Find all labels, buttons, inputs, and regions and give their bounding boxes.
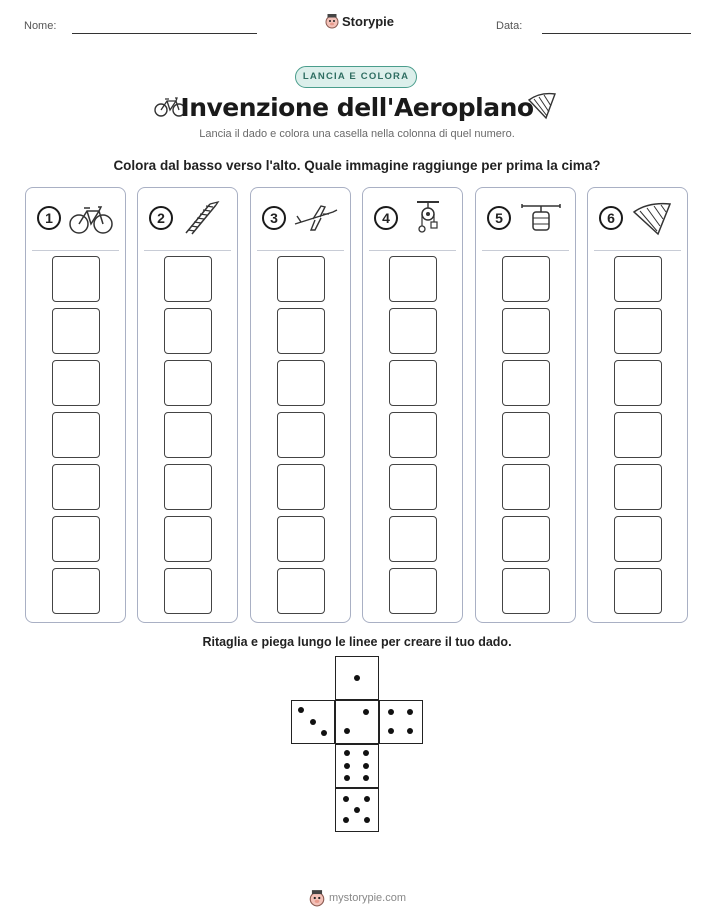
dice-pip — [343, 796, 349, 802]
column-number: 3 — [262, 206, 286, 230]
storypie-logo — [325, 13, 394, 29]
column-number: 5 — [487, 206, 511, 230]
footer-url: mystorypie.com — [329, 892, 407, 904]
color-box[interactable] — [614, 464, 662, 510]
color-box[interactable] — [614, 568, 662, 614]
color-box[interactable] — [52, 360, 100, 406]
column-divider — [257, 250, 344, 251]
column-2 — [137, 187, 238, 623]
name-line[interactable] — [72, 33, 257, 34]
cut-instruction: Ritaglia e piega lungo le linee per creare il tuo dado. — [202, 635, 512, 649]
date-line[interactable] — [542, 33, 691, 34]
dice-pip — [344, 763, 350, 769]
dice-pip — [354, 675, 360, 681]
pig-mascot-icon — [309, 889, 325, 907]
color-box[interactable] — [614, 360, 662, 406]
dice-pip — [344, 728, 350, 734]
footer — [309, 889, 406, 907]
dice-face-6 — [335, 744, 379, 788]
color-box[interactable] — [502, 464, 550, 510]
dice-pip — [363, 775, 369, 781]
color-box[interactable] — [389, 412, 437, 458]
column-divider — [144, 250, 231, 251]
color-box[interactable] — [52, 256, 100, 302]
bicycle-icon — [68, 200, 114, 236]
color-box[interactable] — [389, 568, 437, 614]
color-box[interactable] — [277, 360, 325, 406]
color-box[interactable] — [164, 464, 212, 510]
date-label: Data: — [496, 20, 523, 32]
column-number: 1 — [37, 206, 61, 230]
dice-face-2 — [335, 700, 379, 744]
dice-pip — [388, 709, 394, 715]
color-box[interactable] — [277, 308, 325, 354]
dice-face-1 — [335, 656, 379, 700]
pig-mascot-icon — [325, 13, 339, 29]
color-box[interactable] — [389, 464, 437, 510]
dice-pip — [343, 817, 349, 823]
color-box[interactable] — [614, 308, 662, 354]
dice-pip — [321, 730, 327, 736]
color-box[interactable] — [277, 464, 325, 510]
color-box[interactable] — [164, 516, 212, 562]
subtitle: Lancia il dado e colora una casella nella colonna di quel numero. — [199, 128, 515, 140]
color-box[interactable] — [502, 412, 550, 458]
column-1 — [25, 187, 126, 623]
dice-pip — [298, 707, 304, 713]
dice-pip — [407, 728, 413, 734]
color-box[interactable] — [614, 412, 662, 458]
color-box[interactable] — [389, 360, 437, 406]
color-box[interactable] — [52, 412, 100, 458]
dice-face-5 — [335, 788, 379, 832]
color-box[interactable] — [52, 568, 100, 614]
color-box[interactable] — [502, 360, 550, 406]
color-box[interactable] — [614, 256, 662, 302]
dice-pip — [354, 807, 360, 813]
hang-glider-wing-icon — [526, 90, 558, 122]
page-title: Invenzione dell'Aeroplano — [180, 93, 534, 122]
dice-pip — [310, 719, 316, 725]
column-6 — [587, 187, 688, 623]
color-box[interactable] — [277, 412, 325, 458]
column-3 — [250, 187, 351, 623]
pulley-icon — [405, 200, 451, 236]
color-box[interactable] — [164, 256, 212, 302]
color-box[interactable] — [52, 464, 100, 510]
dice-pip — [363, 750, 369, 756]
color-box[interactable] — [277, 568, 325, 614]
rotor-toy-icon — [518, 200, 564, 236]
twisted-rope-icon — [180, 200, 226, 236]
color-box[interactable] — [277, 516, 325, 562]
color-box[interactable] — [614, 516, 662, 562]
dice-pip — [344, 750, 350, 756]
color-box[interactable] — [389, 256, 437, 302]
column-4 — [362, 187, 463, 623]
color-box[interactable] — [164, 308, 212, 354]
color-box[interactable] — [52, 308, 100, 354]
column-number: 4 — [374, 206, 398, 230]
dice-pip — [388, 728, 394, 734]
column-divider — [32, 250, 119, 251]
color-box[interactable] — [502, 516, 550, 562]
dice-pip — [407, 709, 413, 715]
color-box[interactable] — [389, 516, 437, 562]
dice-pip — [363, 763, 369, 769]
instruction: Colora dal basso verso l'alto. Quale immagine raggiunge per prima la cima? — [113, 158, 601, 173]
name-label: Nome: — [24, 20, 57, 32]
color-box[interactable] — [389, 308, 437, 354]
dice-face-3 — [291, 700, 335, 744]
color-box[interactable] — [164, 412, 212, 458]
color-box[interactable] — [502, 568, 550, 614]
dice-pip — [364, 817, 370, 823]
brand-name: Storypie — [342, 13, 395, 29]
color-box[interactable] — [502, 308, 550, 354]
dice-face-4 — [379, 700, 423, 744]
column-number: 6 — [599, 206, 623, 230]
column-5 — [475, 187, 576, 623]
dice-pip — [363, 709, 369, 715]
color-box[interactable] — [502, 256, 550, 302]
color-box[interactable] — [164, 568, 212, 614]
glider-plane-icon — [293, 200, 339, 236]
dice-pip — [344, 775, 350, 781]
column-divider — [369, 250, 456, 251]
dice-pip — [364, 796, 370, 802]
column-divider — [594, 250, 681, 251]
color-box[interactable] — [277, 256, 325, 302]
color-box[interactable] — [164, 360, 212, 406]
column-number: 2 — [149, 206, 173, 230]
hang-glider-wing-icon — [630, 200, 676, 236]
activity-badge: LANCIA E COLORA — [295, 66, 417, 88]
color-box[interactable] — [52, 516, 100, 562]
column-divider — [482, 250, 569, 251]
